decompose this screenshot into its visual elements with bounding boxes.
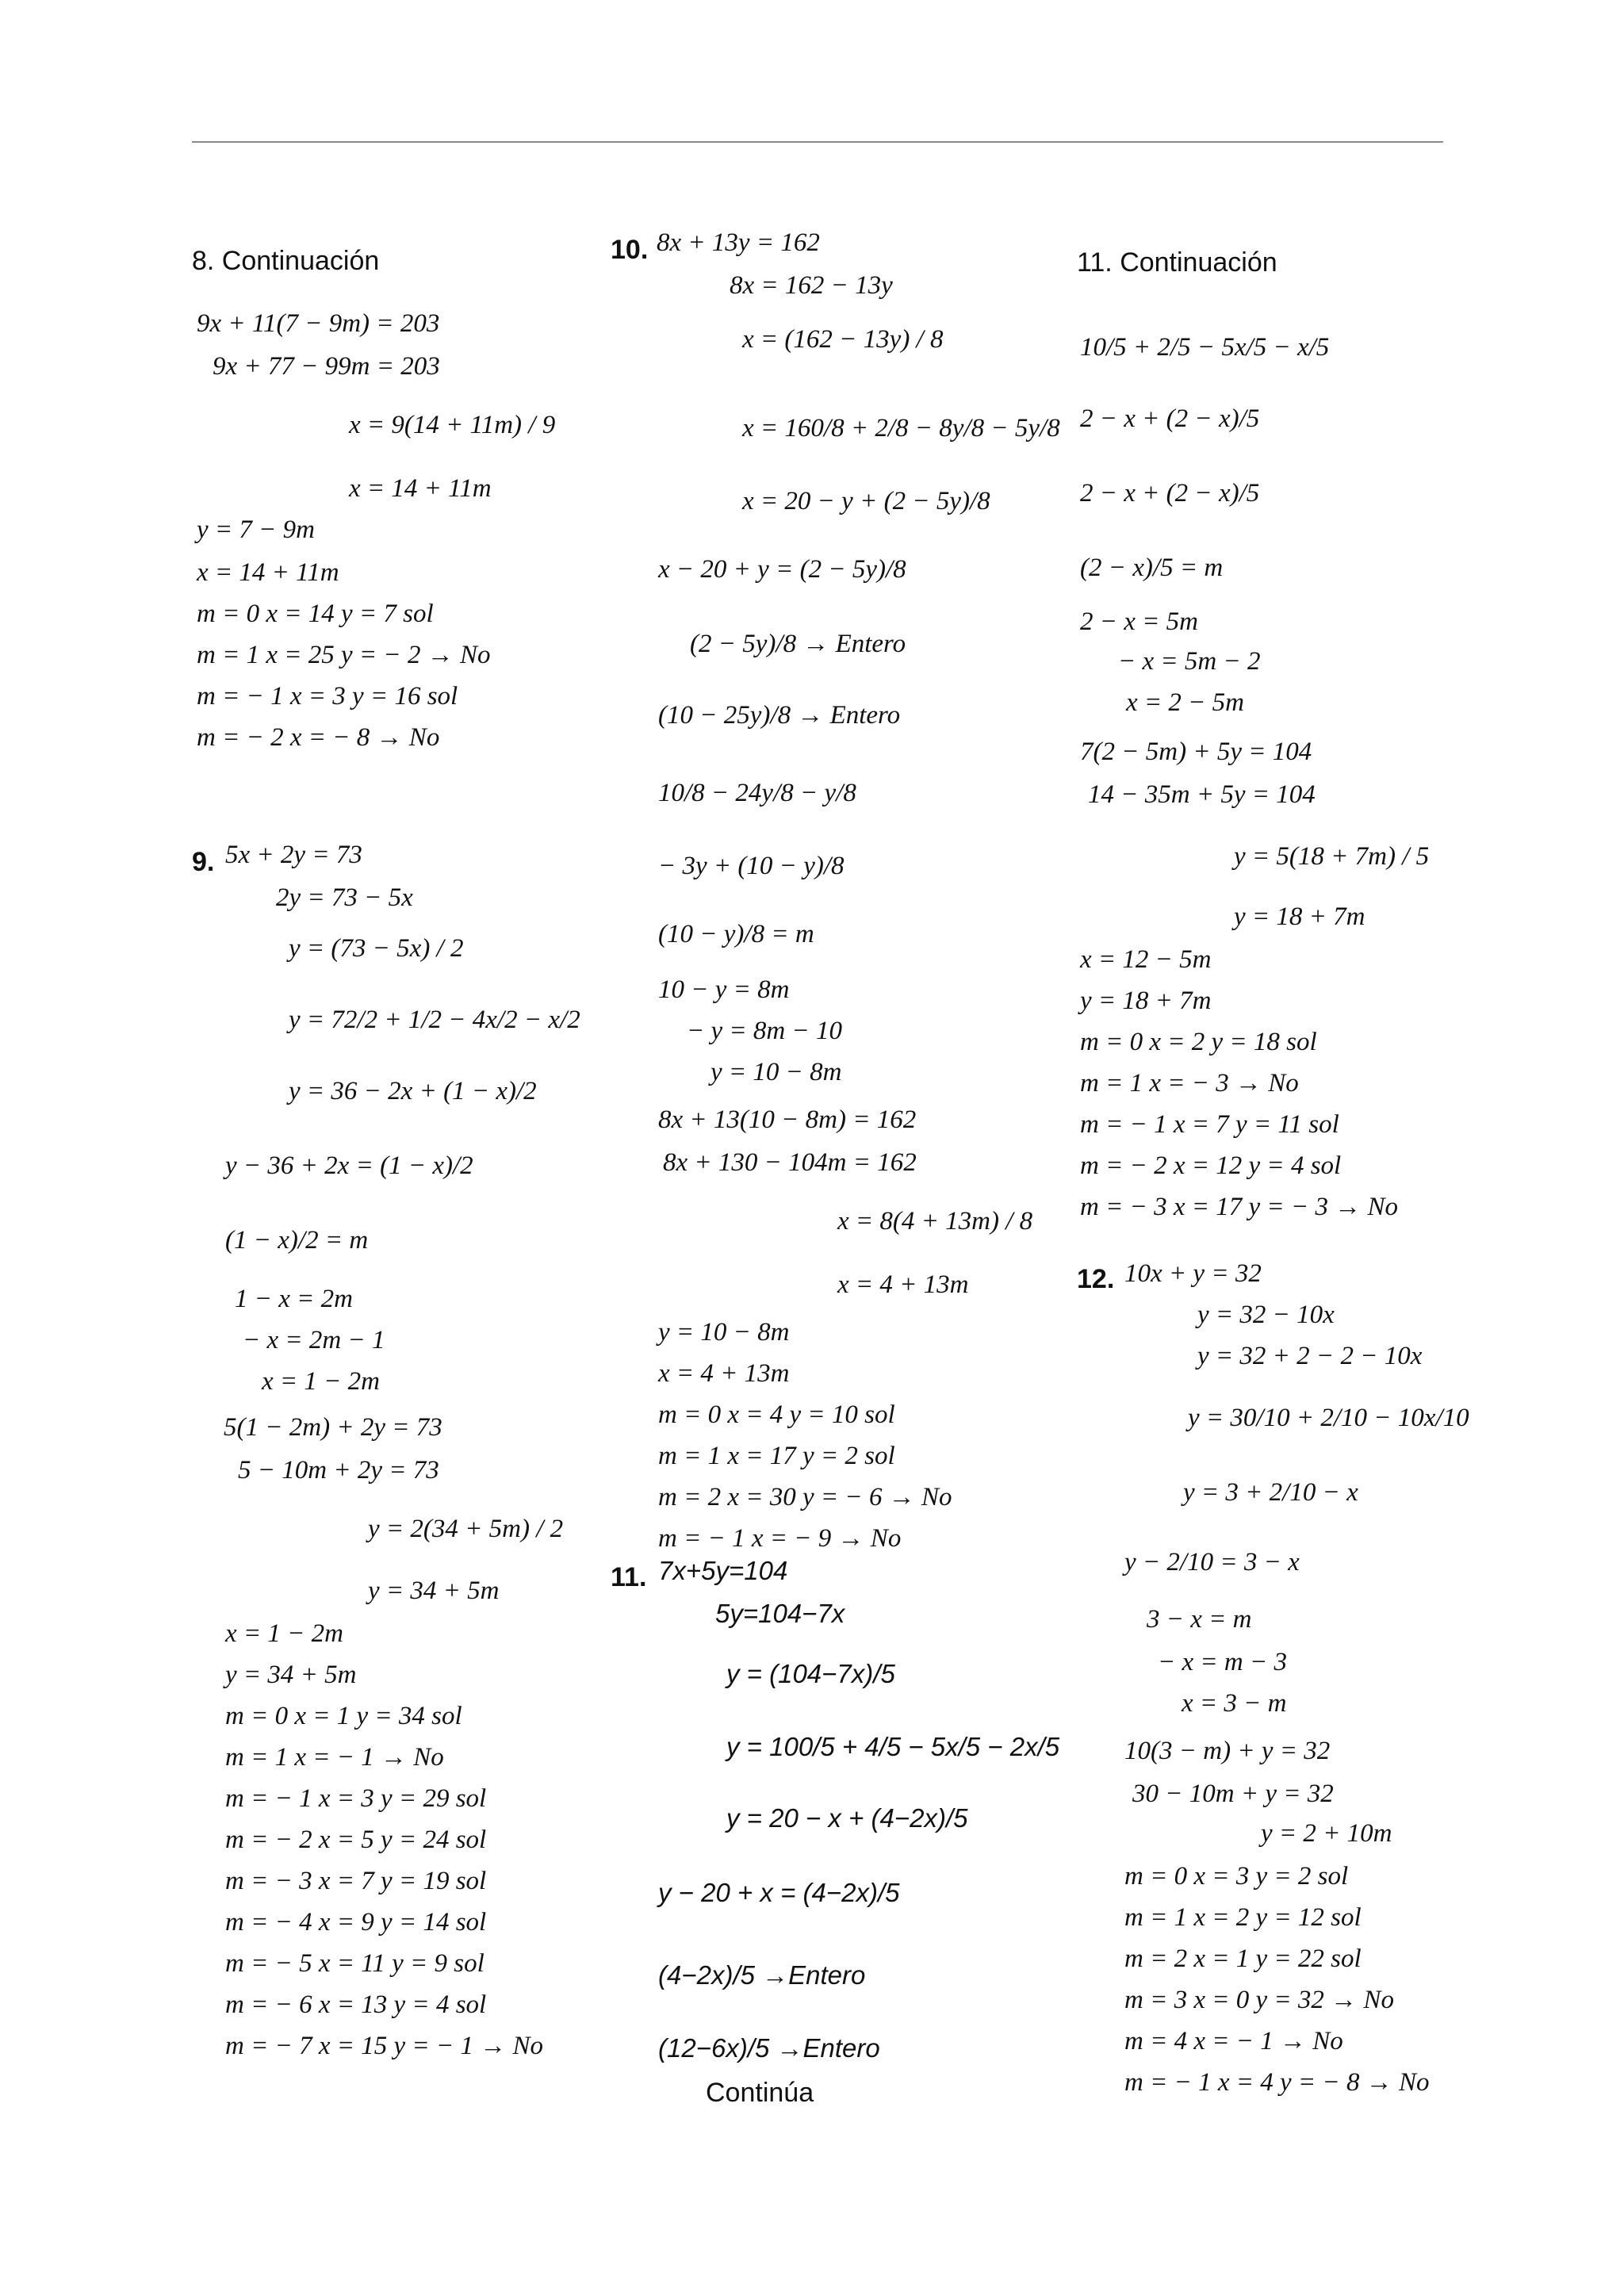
equation-line: (10 − y)/8 = m [658,920,814,948]
equation-line: − y = 8m − 10 [687,1017,843,1045]
equation-line: y = 30/10 + 2/10 − 10x/10 [1188,1404,1469,1432]
equation-line: (1 − x)/2 = m [225,1226,369,1255]
equation-line: x = 14 + 11m [197,558,339,587]
equation-line: m = 1 x = 17 y = 2 sol [658,1442,895,1470]
equation-line: x = 20 − y + (2 − 5y)/8 [742,487,990,515]
equation-line: 5(1 − 2m) + 2y = 73 [224,1413,442,1442]
equation-line: 2 − x + (2 − x)/5 [1080,404,1260,433]
equation-line: x = 14 + 11m [349,474,492,503]
section-10-number: 10. [611,235,649,265]
equation-line: y = 10 − 8m [710,1058,842,1086]
equation-line: − 3y + (10 − y)/8 [658,852,845,880]
equation-line: y = 34 + 5m [368,1576,500,1605]
equation-line: y = 32 + 2 − 2 − 10x [1197,1342,1423,1370]
equation-line: 5x + 2y = 73 [225,841,362,869]
equation-line: m = 2 x = 30 y = − 6 → No [658,1483,952,1511]
equation-line: y = 72/2 + 1/2 − 4x/2 − x/2 [289,1006,580,1034]
equation-line: y = 7 − 9m [197,515,316,544]
equation-line: y = 18 + 7m [1234,902,1365,931]
equation-line: m = − 2 x = 5 y = 24 sol [225,1826,487,1854]
continua-footer: Continúa [706,2078,814,2108]
equation-line: m = 1 x = − 1 → No [225,1743,444,1772]
equation-line: (12−6x)/5 →Entero [658,2033,880,2063]
equation-line: x − 20 + y = (2 − 5y)/8 [658,555,906,584]
equation-line: y − 2/10 = 3 − x [1124,1548,1300,1576]
equation-line: 9x + 77 − 99m = 203 [213,352,440,381]
equation-line: 7x+5y=104 [658,1556,788,1585]
equation-line: 14 − 35m + 5y = 104 [1088,780,1316,809]
section-12-number: 12. [1077,1264,1115,1294]
equation-line: m = − 7 x = 15 y = − 1 → No [225,2032,543,2060]
equation-line: m = 0 x = 14 y = 7 sol [197,600,434,628]
equation-line: m = − 2 x = − 8 → No [197,723,440,752]
equation-line: 5y=104−7x [715,1599,845,1628]
equation-line: x = 3 − m [1182,1689,1287,1718]
section-9-number: 9. [192,847,215,877]
equation-line: m = 2 x = 1 y = 22 sol [1124,1944,1362,1973]
equation-line: m = 1 x = − 3 → No [1080,1069,1299,1098]
equation-line: − x = 5m − 2 [1118,647,1261,676]
equation-line: m = 3 x = 0 y = 32 → No [1124,1986,1394,2014]
equation-line: m = 0 x = 1 y = 34 sol [225,1702,462,1730]
equation-line: y − 20 + x = (4−2x)/5 [658,1878,900,1907]
equation-line: m = − 1 x = 7 y = 11 sol [1080,1110,1339,1139]
equation-line: (10 − 25y)/8 → Entero [658,701,901,730]
equation-line: y = 32 − 10x [1197,1301,1335,1329]
equation-line: 7(2 − 5m) + 5y = 104 [1080,737,1312,766]
equation-line: m = − 3 x = 17 y = − 3 → No [1080,1193,1398,1221]
equation-line: (4−2x)/5 →Entero [658,1960,866,1990]
equation-line: 10/8 − 24y/8 − y/8 [658,779,856,807]
equation-line: 30 − 10m + y = 32 [1132,1780,1334,1808]
equation-line: m = − 2 x = 12 y = 4 sol [1080,1151,1342,1180]
equation-line: 2 − x + (2 − x)/5 [1080,479,1260,508]
equation-line: y = 100/5 + 4/5 − 5x/5 − 2x/5 [726,1732,1060,1761]
equation-line: (2 − 5y)/8 → Entero [690,630,906,658]
equation-line: x = 12 − 5m [1080,945,1212,974]
equation-line: x = 9(14 + 11m) / 9 [349,411,556,439]
section-11c-title: 11. Continuación [1077,247,1277,278]
equation-line: x = 4 + 13m [658,1359,790,1388]
equation-line: 5 − 10m + 2y = 73 [238,1456,439,1485]
section-8-title: 8. Continuación [192,246,380,276]
equation-line: x = (162 − 13y) / 8 [742,325,944,354]
equation-line: m = 1 x = 25 y = − 2 → No [197,641,491,669]
equation-line: 3 − x = m [1147,1605,1252,1634]
equation-line: m = − 5 x = 11 y = 9 sol [225,1949,485,1978]
equation-line: m = 0 x = 4 y = 10 sol [658,1400,895,1429]
equation-line: x = 160/8 + 2/8 − 8y/8 − 5y/8 [742,414,1060,442]
equation-line: y = 5(18 + 7m) / 5 [1234,842,1430,871]
equation-line: m = − 4 x = 9 y = 14 sol [225,1908,487,1937]
equation-line: y = 34 + 5m [225,1661,357,1689]
equation-line: 8x + 130 − 104m = 162 [663,1148,917,1177]
equation-line: m = 1 x = 2 y = 12 sol [1124,1903,1362,1932]
equation-line: m = − 1 x = 3 y = 16 sol [197,682,458,711]
equation-line: y = 10 − 8m [658,1318,790,1347]
equation-line: y = 36 − 2x + (1 − x)/2 [289,1077,537,1105]
equation-line: − x = 2m − 1 [243,1326,385,1354]
equation-line: 2y = 73 − 5x [276,883,413,912]
equation-line: y = 18 + 7m [1080,987,1212,1015]
equation-line: m = 0 x = 2 y = 18 sol [1080,1028,1317,1056]
equation-line: 10/5 + 2/5 − 5x/5 − x/5 [1080,333,1330,362]
equation-line: y = 3 + 2/10 − x [1183,1478,1358,1507]
equation-line: m = 0 x = 3 y = 2 sol [1124,1862,1349,1891]
equation-line: 8x + 13y = 162 [657,228,820,257]
equation-line: y = (104−7x)/5 [726,1659,895,1688]
equation-line: (2 − x)/5 = m [1080,554,1224,582]
equation-line: x = 1 − 2m [225,1619,344,1648]
equation-line: m = 4 x = − 1 → No [1124,2027,1343,2055]
equation-line: 10(3 − m) + y = 32 [1124,1737,1331,1765]
equation-line: − x = m − 3 [1158,1648,1288,1676]
equation-line: y − 36 + 2x = (1 − x)/2 [225,1151,473,1180]
equation-line: 8x + 13(10 − 8m) = 162 [658,1105,917,1134]
equation-line: m = − 6 x = 13 y = 4 sol [225,1990,487,2019]
equation-line: x = 4 + 13m [837,1270,969,1299]
equation-line: x = 1 − 2m [262,1367,381,1396]
top-rule [192,141,1443,143]
equation-line: y = 2(34 + 5m) / 2 [368,1515,564,1543]
equation-line: 8x = 162 − 13y [730,271,893,300]
equation-line: m = − 1 x = 3 y = 29 sol [225,1784,487,1813]
equation-line: m = − 3 x = 7 y = 19 sol [225,1867,487,1895]
equation-line: m = − 1 x = − 9 → No [658,1524,902,1553]
equation-line: 10x + y = 32 [1124,1259,1262,1288]
section-11-number: 11. [611,1562,647,1592]
equation-line: x = 2 − 5m [1126,688,1245,717]
equation-line: 9x + 11(7 − 9m) = 203 [197,309,440,338]
equation-line: m = − 1 x = 4 y = − 8 → No [1124,2068,1430,2097]
equation-line: 2 − x = 5m [1080,607,1199,636]
equation-line: 10 − y = 8m [658,975,790,1004]
equation-line: 1 − x = 2m [235,1285,354,1313]
equation-line: y = (73 − 5x) / 2 [289,934,464,963]
equation-line: y = 2 + 10m [1261,1819,1392,1848]
equation-line: x = 8(4 + 13m) / 8 [837,1207,1033,1236]
equation-line: y = 20 − x + (4−2x)/5 [726,1803,968,1833]
